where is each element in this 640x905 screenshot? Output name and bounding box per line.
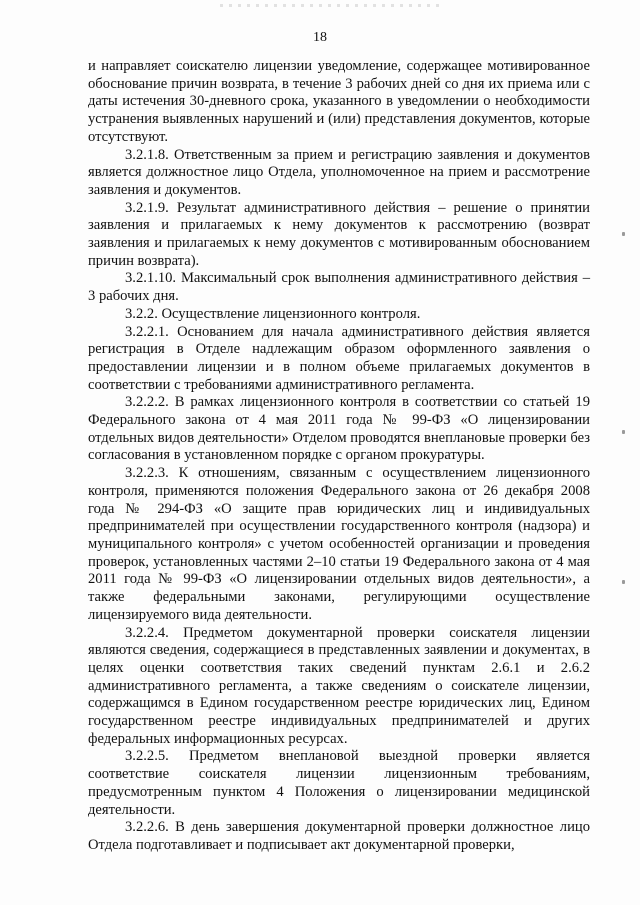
scan-edge-mark bbox=[622, 430, 625, 434]
paragraph-3-2-1-10: 3.2.1.10. Максимальный срок выполнения административного действия – 3 рабочих дня. bbox=[88, 270, 590, 305]
section-heading-3-2-2: 3.2.2. Осуществление лицензионного контроля. bbox=[125, 305, 421, 322]
paragraph-3-2-2-6: 3.2.2.6. В день завершения документарной проверки должностное лицо Отдела подготавливает и подписывает акт документарной проверки, bbox=[88, 819, 590, 853]
page-number: 18 bbox=[313, 30, 327, 45]
paragraph-continuation: и направляет соискателю лицензии уведомление, содержащее мотивированное обоснование причин возврата, в течение 3 рабочих дней со дня их приема или с даты истечения 30-дневного срока, указанного в уведомлении о необходимости устранения выявленных нарушений и (или) представления документов, которые отсутствуют. bbox=[88, 58, 590, 145]
paragraph-3-2-1-8: 3.2.1.8. Ответственным за прием и регистрацию заявления и документов является должностное лицо Отдела, уполномоченное на прием и рассмотрение заявления и документов. bbox=[88, 146, 590, 198]
paragraph-3-2-2-2: 3.2.2.2. В рамках лицензионного контроля в соответствии со статьей 19 Федерального закона от 4 мая 2011 года № 99-ФЗ «О лицензировании отдельных видов деятельности» Отделом проводятся внеплановые проверки без согласования в установленном порядке с органом прокуратуры. bbox=[88, 394, 590, 464]
scan-artifact bbox=[220, 4, 440, 7]
scan-edge-mark bbox=[622, 232, 625, 236]
document-body bbox=[88, 58, 590, 855]
paragraph-3-2-2-5: 3.2.2.5. Предметом внеплановой выездной проверки является соответствие соискателя лицензии лицензионным требованиям, предусмотренным пунктом 4 Положения о лицензировании медицинской деятельности. bbox=[88, 748, 590, 818]
paragraph-3-2-1-9: 3.2.1.9. Результат административного действия – решение о принятии заявления и прилагаемых к нему документов к рассмотрению (возврат заявления и прилагаемых к нему документов с мотивированным обоснованием причин возврата). bbox=[88, 199, 590, 269]
paragraph-3-2-2-4: 3.2.2.4. Предметом документарной проверки соискателя лицензии являются сведения, содержащиеся в представленных заявлении и документах, в целях оценки соответствия таких сведений пунктам 2.6.1 и 2.6.2 административного регламента, а также сведениям о соискателе лицензии, содержащимся в Едином государственном реестре юридических лиц, Едином государственном реестре индивидуальных предпринимателей и других федеральных информационных ресурсах. bbox=[88, 624, 590, 747]
paragraph-3-2-2-3: 3.2.2.3. К отношениям, связанным с осуществлением лицензионного контроля, применяются положения Федерального закона от 26 декабря 2008 года № 294-ФЗ «О защите прав юридических лиц и индивидуальных предпринимателей при осуществлении государственного контроля (надзора) и муниципального контроля» с учетом особенностей организации и проведения проверок, установленных частями 2–10 статьи 19 Федерального закона от 4 мая 2011 года № 99-ФЗ «О лицензировании отдельных видов деятельности», а также федеральными законами, регулирующими осуществление лицензируемого вида деятельности. bbox=[88, 465, 590, 623]
paragraph-3-2-2-1: 3.2.2.1. Основанием для начала административного действия является регистрация в Отделе надлежащим образом оформленного заявления о предоставлении лицензии и в полном объеме прилагаемых документов в соответствии с требованиями административного регламента. bbox=[88, 323, 590, 393]
scan-edge-mark bbox=[622, 580, 625, 584]
